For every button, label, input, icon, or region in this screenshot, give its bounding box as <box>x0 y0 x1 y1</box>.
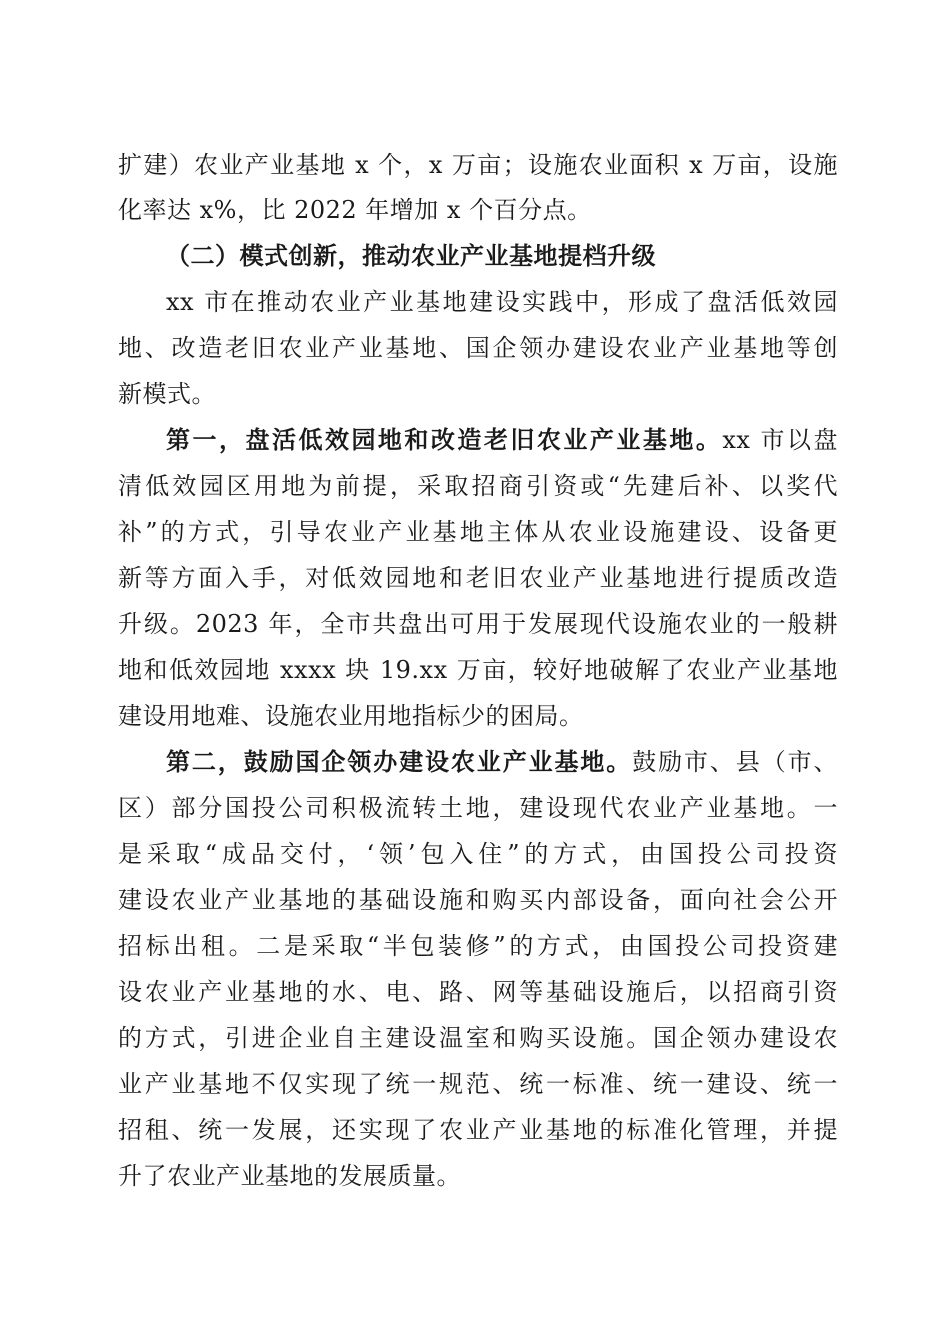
paragraph-line: 新模式。 <box>118 380 216 408</box>
paragraph-line: 补”的方式，引导农业产业基地主体从农业设施建设、设备更 <box>118 518 838 546</box>
paragraph-line: 建设农业产业基地的基础设施和购买内部设备，面向社会公开 <box>118 886 838 914</box>
paragraph-line: 业产业基地不仅实现了统一规范、统一标准、统一建设、统一 <box>118 1070 838 1098</box>
paragraph-line: 化率达 x%，比 2022 年增加 x 个百分点。 <box>118 196 592 224</box>
paragraph-line: 招标出租。二是采取“半包装修”的方式，由国投公司投资建 <box>118 932 838 960</box>
paragraph-line: 地和低效园地 xxxx 块 19.xx 万亩，较好地破解了农业产业基地 <box>118 656 838 684</box>
paragraph-line: 是采取“成品交付，‘领’包入住”的方式，由国投公司投资 <box>118 840 838 868</box>
paragraph-line <box>166 420 838 460</box>
section-heading: （二）模式创新，推动农业产业基地提档升级 <box>166 241 656 270</box>
paragraph-line: 招租、统一发展，还实现了农业产业基地的标准化管理，并提 <box>118 1116 838 1144</box>
paragraph-line: xx 市在推动农业产业基地建设实践中，形成了盘活低效园 <box>166 288 838 316</box>
paragraph-line: 升了农业产业基地的发展质量。 <box>118 1162 461 1190</box>
point-title: 第一，盘活低效园地和改造老旧农业产业基地。 <box>166 425 723 454</box>
paragraph-line: 建设用地难、设施农业用地指标少的困局。 <box>118 702 584 730</box>
paragraph-line: 区）部分国投公司积极流转土地，建设现代农业产业基地。一 <box>118 794 838 822</box>
paragraph-line: 新等方面入手，对低效园地和老旧农业产业基地进行提质改造 <box>118 564 838 592</box>
paragraph-line: 的方式，引进企业自主建设温室和购买设施。国企领办建设农 <box>118 1024 838 1052</box>
point-title: 第二，鼓励国企领办建设农业产业基地。 <box>166 747 633 776</box>
paragraph-line: 地、改造老旧农业产业基地、国企领办建设农业产业基地等创 <box>118 334 838 362</box>
paragraph-line <box>166 742 838 782</box>
paragraph-line: 升级。2023 年，全市共盘出可用于发展现代设施农业的一般耕 <box>118 610 838 638</box>
paragraph-line: 设农业产业基地的水、电、路、网等基础设施后，以招商引资 <box>118 978 838 1006</box>
point-text: xx 市以盘 <box>722 426 839 454</box>
point-text: 鼓励市、县（市、 <box>632 748 839 776</box>
paragraph-line: 清低效园区用地为前提，采取招商引资或“先建后补、以奖代 <box>118 472 838 500</box>
paragraph-line: 扩建）农业产业基地 x 个，x 万亩；设施农业面积 x 万亩，设施 <box>118 151 838 179</box>
